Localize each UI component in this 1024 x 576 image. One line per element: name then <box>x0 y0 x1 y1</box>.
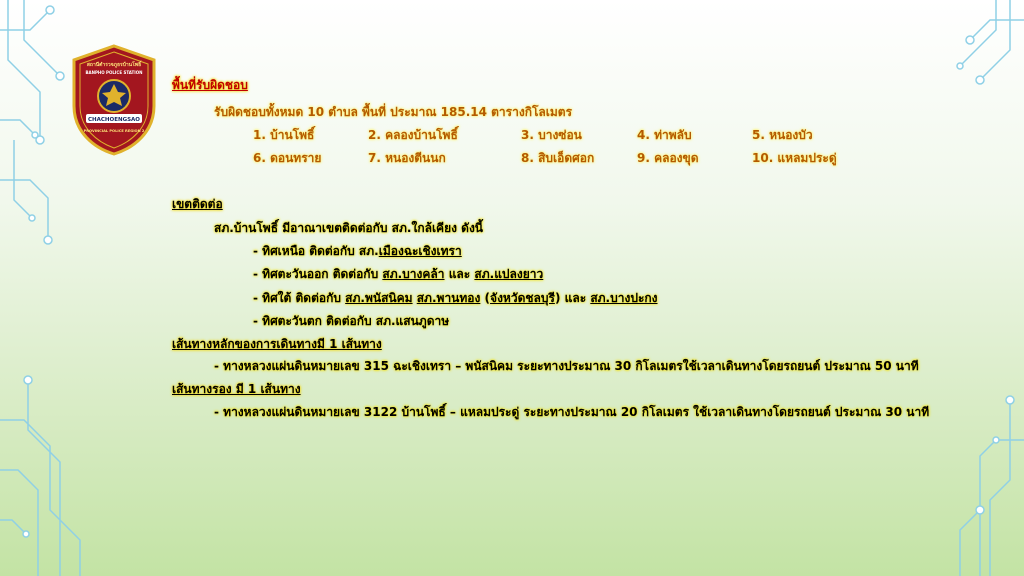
main-route-text: - ทางหลวงแผ่นดินหมายเลข 315 ฉะเชิงเทรา – พนัสนิคม ระยะทางประมาณ 30 กิโลเมตรใช้เวลาเดินทางโดยรถยนต์ ประมาณ 50 นาที <box>214 359 919 373</box>
border-east-station-2: สภ.แปลงยาว <box>474 267 544 281</box>
subdistrict-item: 8. สิบเอ็ดศอก <box>521 151 595 165</box>
logo-top-text: สถานีตำรวจภูธรบ้านโพธิ์ <box>86 62 142 68</box>
border-north-label: - ทิศเหนือ ติดต่อกับ สภ. <box>253 244 379 258</box>
subdistrict-item: 6. ดอนทราย <box>253 151 322 165</box>
secondary-route-text: - ทางหลวงแผ่นดินหมายเลข 3122 บ้านโพธิ์ – แหลมประดู่ ระยะทางประมาณ 20 กิโลเมตร ใช้เวลาเดินทางโดยรถยนต์ ประมาณ 30 นาที <box>214 405 930 419</box>
subdistrict-item: 1. บ้านโพธิ์ <box>253 128 315 142</box>
secondary-route-heading: เส้นทางรอง มี 1 เส้นทาง <box>172 382 301 396</box>
border-south-station-3: สภ.บางปะกง <box>590 291 658 305</box>
border-south <box>253 290 658 306</box>
subdistrict-item: 5. หนองบัว <box>752 128 813 142</box>
border-east-label: - ทิศตะวันออก ติดต่อกับ <box>253 267 383 281</box>
border-heading: เขตติดต่อ <box>172 197 223 211</box>
logo-station-text: BANPHO POLICE STATION <box>85 70 143 75</box>
subdistrict-item: 7. หนองตีนนก <box>368 151 446 165</box>
border-south-station-1: สภ.พนัสนิคม <box>345 291 413 305</box>
border-south-station-2: สภ.พานทอง <box>416 291 481 305</box>
border-west: - ทิศตะวันตก ติดต่อกับ สภ.แสนภูดาษ <box>253 314 450 328</box>
logo-province-text: CHACHOENGSAO <box>88 117 140 123</box>
border-east-conj: และ <box>444 267 475 281</box>
border-east <box>253 266 543 282</box>
subdistrict-item: 10. แหลมประดู่ <box>752 151 837 165</box>
border-intro: สภ.บ้านโพธิ์ มีอาณาเขตติดต่อกับ สภ.ใกล้เคียง ดังนี้ <box>214 221 484 235</box>
police-station-badge-logo <box>70 44 158 156</box>
main-route-heading: เส้นทางหลักของการเดินทางมี 1 เส้นทาง <box>172 337 382 351</box>
subdistrict-item: 9. คลองขุด <box>637 151 699 165</box>
subdistrict-item: 4. ท่าพลับ <box>637 128 692 142</box>
subdistrict-item: 2. คลองบ้านโพธิ์ <box>368 128 458 142</box>
border-north-station: เมืองฉะเชิงเทรา <box>378 244 462 258</box>
border-south-paren: ( <box>480 291 491 305</box>
subdistrict-item: 3. บางซ่อน <box>521 128 582 142</box>
border-north <box>253 243 462 259</box>
border-south-conj: ) และ <box>554 291 591 305</box>
area-summary: รับผิดชอบทั้งหมด 10 ตำบล พื้นที่ ประมาณ 185.14 ตารางกิโลเมตร <box>214 105 573 119</box>
area-heading: พื้นที่รับผิดชอบ <box>172 78 248 92</box>
border-south-label: - ทิศใต้ ติดต่อกับ <box>253 291 346 305</box>
border-south-province: จังหวัดชลบุรี <box>490 291 555 305</box>
border-east-station-1: สภ.บางคล้า <box>382 267 445 281</box>
logo-region-text: PROVINCIAL POLICE REGION 2 <box>83 129 145 133</box>
